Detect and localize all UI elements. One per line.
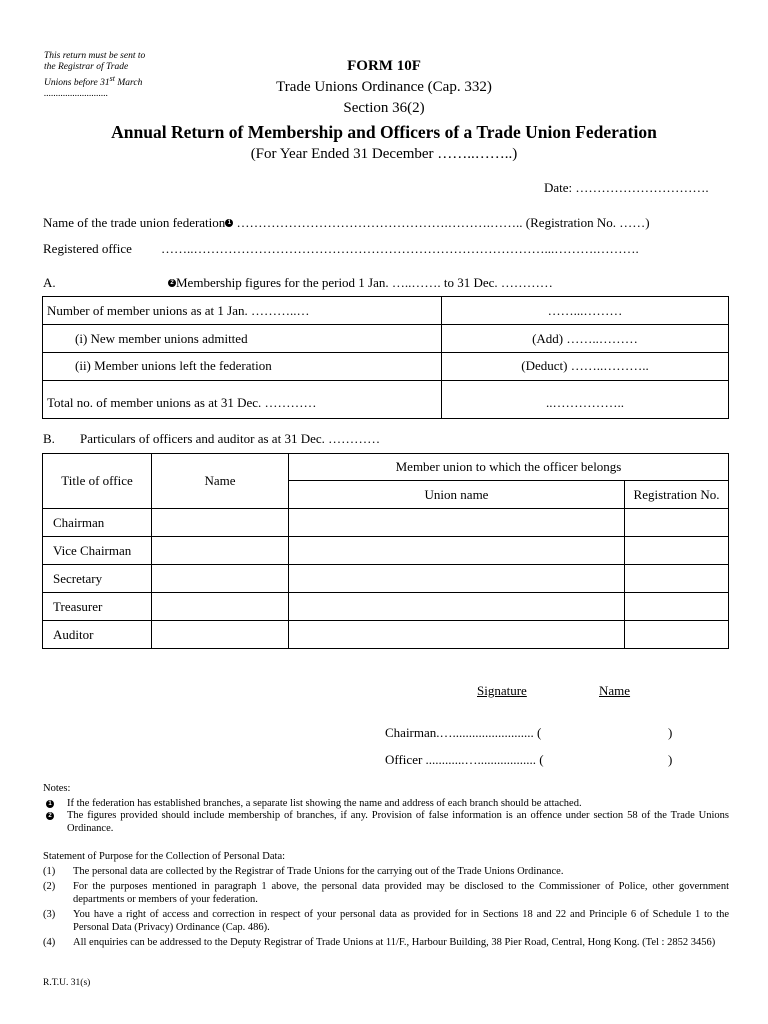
table-row	[43, 297, 729, 325]
section-reference: Section 36(2)	[343, 100, 425, 116]
federation-name-dots: ………………………………………….……….…….. (Registration No. ……)	[233, 215, 650, 230]
membership-figures-table	[42, 296, 729, 419]
office-title-auditor: Auditor	[43, 621, 152, 649]
note-text: If the federation has established branches, a separate list showing the name and address of each branch should be attached.	[67, 798, 582, 809]
row-value-field[interactable]: ……...………	[442, 297, 729, 325]
chairman-close-paren: )	[668, 725, 673, 740]
col-title-of-office: Title of office	[43, 454, 152, 509]
row-value-field[interactable]: (Add) ……..………	[442, 325, 729, 353]
row-value-field[interactable]: ..……………..	[442, 381, 729, 419]
note-marker-2-icon: 2	[168, 279, 176, 287]
officer-name-cell[interactable]	[152, 537, 289, 565]
federation-name-field[interactable]	[43, 215, 650, 231]
chairman-signature-field[interactable]: Chairman.…......................... (	[385, 725, 542, 740]
registration-no-cell[interactable]	[625, 593, 729, 621]
table-row	[43, 565, 729, 593]
registration-no-cell[interactable]	[625, 565, 729, 593]
union-name-cell[interactable]	[289, 537, 625, 565]
registered-office-field[interactable]	[43, 241, 639, 257]
return-note-line3: Unions before 31st March	[44, 74, 143, 89]
registered-office-label: Registered office	[43, 241, 132, 256]
table-row	[43, 537, 729, 565]
row-label: Number of member unions as at 1 Jan. ………..…	[43, 297, 442, 325]
ordinance-title: Trade Unions Ordinance (Cap. 332)	[276, 79, 492, 95]
officer-name-cell[interactable]	[152, 509, 289, 537]
officer-name-cell[interactable]	[152, 593, 289, 621]
note-marker-2-icon: 2	[46, 812, 54, 820]
col-registration-no: Registration No.	[625, 481, 729, 509]
officers-table	[42, 453, 729, 649]
registration-no-cell[interactable]	[625, 537, 729, 565]
name-heading: Name	[599, 683, 631, 698]
registration-no-cell[interactable]	[625, 509, 729, 537]
table-row	[43, 593, 729, 621]
signature-heading: Signature	[477, 683, 527, 698]
table-row	[43, 353, 729, 381]
note-marker-1-icon: 1	[46, 800, 54, 808]
section-b-letter: B.	[43, 431, 55, 446]
statement-item-1: (1) The personal data are collected by the Registrar of Trade Unions for the carrying out of the Trade Unions Ordinance.	[43, 866, 564, 877]
statement-item-2: (2) For the purposes mentioned in paragraph 1 above, the personal data provided may be disclosed to the Commissioner of Police, other government departments or members of your federation.	[43, 881, 729, 905]
officer-signature-field[interactable]: Officer ............….................. (	[385, 752, 544, 767]
page-title: Annual Return of Membership and Officers of a Trade Union Federation	[111, 122, 657, 142]
table-row	[43, 325, 729, 353]
form-number: FORM 10F	[347, 58, 421, 74]
statement-heading: Statement of Purpose for the Collection of Personal Data:	[43, 851, 286, 862]
return-note-dots: ...........................	[44, 89, 109, 100]
date-field[interactable]: Date: ………………………….	[544, 180, 709, 195]
section-a-letter: A.	[43, 275, 56, 290]
row-label: (i) New member unions admitted	[43, 325, 442, 353]
officer-close-paren: )	[668, 752, 673, 767]
statement-item-3: (3) You have a right of access and correction in respect of your personal data as provided for in Sections 18 and 22 and Principle 6 of Schedule 1 to the Personal Data (Privacy) Ordinance (Cap. 486).	[43, 909, 729, 933]
section-b-heading: Particulars of officers and auditor as at 31 Dec. …………	[80, 431, 381, 446]
section-a-heading: 2 Membership figures for the period 1 Jan. …..……. to 31 Dec. …………	[168, 275, 553, 291]
col-name: Name	[152, 454, 289, 509]
officer-name-cell[interactable]	[152, 621, 289, 649]
table-header-row	[43, 454, 729, 481]
union-name-cell[interactable]	[289, 593, 625, 621]
form-code: R.T.U. 31(s)	[43, 978, 91, 988]
note-item-1	[43, 798, 729, 811]
registration-no-cell[interactable]	[625, 621, 729, 649]
year-ended-line: (For Year Ended 31 December ……..……..)	[250, 146, 518, 162]
officer-name-cell[interactable]	[152, 565, 289, 593]
office-title-chairman: Chairman	[43, 509, 152, 537]
row-label: Total no. of member unions as at 31 Dec. …………	[43, 381, 442, 419]
note-item-2	[43, 810, 729, 835]
union-name-cell[interactable]	[289, 621, 625, 649]
notes-heading: Notes:	[43, 783, 71, 794]
col-union-name: Union name	[289, 481, 625, 509]
return-note-line2: the Registrar of Trade	[44, 62, 129, 72]
note-text: The figures provided should include membership of branches, if any. Provision of false information is an offence under section 58 of the Trade Unions Ordinance.	[67, 810, 729, 834]
federation-name-label: Name of the trade union federation	[43, 215, 226, 230]
note-marker-1-icon: 1	[225, 219, 233, 227]
union-name-cell[interactable]	[289, 565, 625, 593]
statement-item-4: (4) All enquiries can be addressed to the Deputy Registrar of Trade Unions at 11/F., Harbour Building, 38 Pier Road, Central, Hong Kong. (Tel : 2852 3456)	[43, 937, 716, 948]
table-row	[43, 381, 729, 419]
union-name-cell[interactable]	[289, 509, 625, 537]
return-note-line1: This return must be sent to	[44, 51, 146, 61]
office-title-vice-chairman: Vice Chairman	[43, 537, 152, 565]
table-row	[43, 509, 729, 537]
row-value-field[interactable]: (Deduct) ……..………..	[442, 353, 729, 381]
office-title-secretary: Secretary	[43, 565, 152, 593]
row-label: (ii) Member unions left the federation	[43, 353, 442, 381]
col-member-union: Member union to which the officer belongs	[289, 454, 729, 481]
registered-office-dots: ……..………………………………………………………………………...……….……….	[161, 241, 639, 256]
table-row	[43, 621, 729, 649]
office-title-treasurer: Treasurer	[43, 593, 152, 621]
